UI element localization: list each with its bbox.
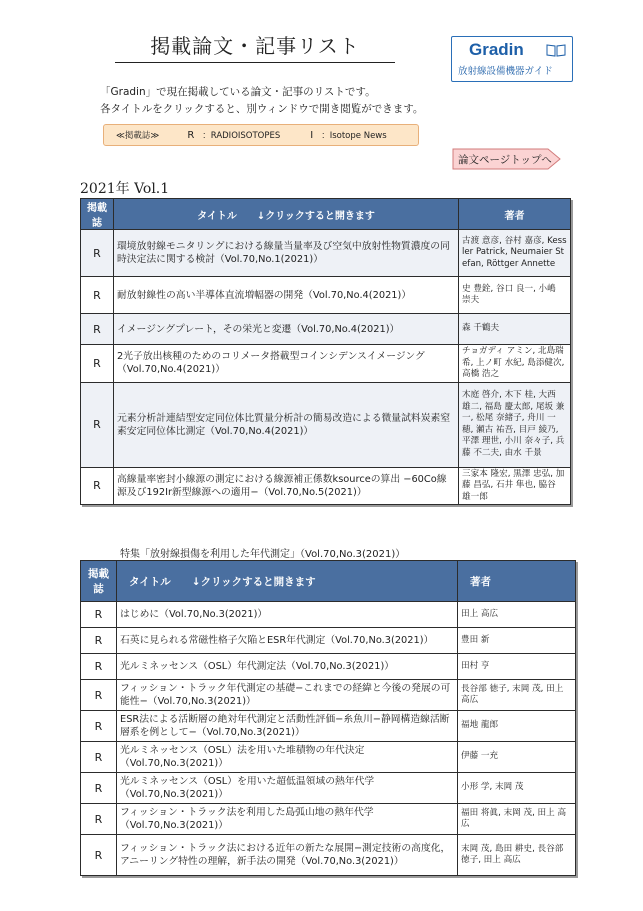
journal-cell: R [81, 654, 117, 680]
journal-cell: R [81, 773, 117, 804]
journal-cell: R [81, 602, 117, 628]
journal-cell: R [81, 345, 114, 383]
col-title: タイトル ↓クリックすると開きます [114, 199, 459, 230]
journal-cell: R [81, 835, 117, 876]
journal-cell: R [81, 742, 117, 773]
journal-cell: R [81, 382, 114, 467]
paper-title-link[interactable]: 石英に見られる常磁性格子欠陥とESR年代測定（Vol.70,No.3(2021)） [117, 628, 458, 654]
author-cell: 史 豊銓, 谷口 良一, 小嶋 崇夫 [459, 277, 571, 314]
journal-cell: R [81, 314, 114, 345]
table-row [81, 230, 571, 277]
table-row [81, 314, 571, 345]
table-row [81, 773, 576, 804]
col-author: 著者 [458, 561, 576, 602]
table-row [81, 654, 576, 680]
table-row [81, 680, 576, 711]
paper-title-link[interactable]: 光ルミネッセンス（OSL）法を用いた堆積物の年代決定（Vol.70,No.3(2021)） [117, 742, 458, 773]
paper-top-link-label: 論文ページトップへ [458, 154, 552, 166]
table-row [81, 467, 571, 505]
author-cell: 小形 学, 末岡 茂 [458, 773, 576, 804]
author-cell: 福田 将眞, 末岡 茂, 田上 高広 [458, 804, 576, 835]
special-issue-table [80, 560, 576, 876]
table-row [81, 742, 576, 773]
intro-line-1: 「Gradin」で現在掲載している論文・記事のリストです。 [100, 86, 376, 98]
paper-title-link[interactable]: 高線量率密封小線源の測定における線源補正係数ksourceの算出 −60Co線源及び192Ir新型線源への適用−（Vol.70,No.5(2021)） [114, 467, 459, 505]
book-icon [546, 43, 566, 57]
author-cell: 田上 高広 [458, 602, 576, 628]
col-journal: 掲載誌 [81, 199, 114, 230]
author-cell: チョガディ アミン, 北島瑞希, 上ノ町 水紀, 島添健次, 高橋 浩之 [459, 345, 571, 383]
paper-title-link[interactable]: ESR法による活断層の絶対年代測定と活動性評価−糸魚川−静岡構造線活断層系を例として−（Vol.70,No.3(2021)） [117, 711, 458, 742]
paper-top-link[interactable] [452, 148, 560, 170]
table-row [81, 711, 576, 742]
legend-r-key: R [187, 129, 195, 141]
papers-table-2021 [80, 198, 571, 505]
table-row [81, 382, 571, 467]
paper-title-link[interactable]: はじめに（Vol.70,No.3(2021)） [117, 602, 458, 628]
legend-i-value: ：Isotope News [321, 131, 387, 141]
author-cell: 伊藤 一充 [458, 742, 576, 773]
gradin-logo[interactable] [451, 36, 573, 82]
paper-title-link[interactable]: 元素分析計連結型安定同位体比質量分析計の簡易改造による微量試料炭素窒素安定同位体比測定（Vol.70,No.4(2021)） [114, 382, 459, 467]
author-cell: 木庭 啓介, 木下 桂, 大西 雄二, 福島 慶太郎, 尾坂 兼一, 松尾 奈緒子, 舟川 一穂, 瀬古 祐吾, 目戸 綾乃, 平澤 理世, 小川 奈々子, 兵藤 不二夫, 由水 千景 [459, 382, 571, 467]
logo-text: Gradin [469, 40, 524, 59]
col-journal: 掲載誌 [81, 561, 117, 602]
table-row [81, 602, 576, 628]
legend-label: ≪掲載誌≫ [116, 131, 160, 141]
journal-cell: R [81, 680, 117, 711]
author-cell: 末岡 茂, 島田 耕史, 長谷部 徳子, 田上 高広 [458, 835, 576, 876]
paper-title-link[interactable]: 光ルミネッセンス（OSL）を用いた超低温領域の熱年代学（Vol.70,No.3(2021)） [117, 773, 458, 804]
journal-cell: R [81, 804, 117, 835]
paper-title-link[interactable]: フィッション・トラック法における近年の新たな展開−測定技術の高度化，アニーリング特性の理解，新手法の開発（Vol.70,No.3(2021)） [117, 835, 458, 876]
paper-title-link[interactable]: 環境放射線モニタリングにおける線量当量率及び空気中放射性物質濃度の同時決定法に関する検討（Vol.70,No.1(2021)） [114, 230, 459, 277]
author-cell: 福地 龍郎 [458, 711, 576, 742]
author-cell: 田村 亨 [458, 654, 576, 680]
journal-cell: R [81, 467, 114, 505]
paper-title-link[interactable]: 光ルミネッセンス（OSL）年代測定法（Vol.70,No.3(2021)） [117, 654, 458, 680]
logo-subtitle: 放射線設備機器ガイド [458, 66, 553, 77]
col-author: 著者 [459, 199, 571, 230]
author-cell: 三家本 隆宏, 黒澤 忠弘, 加藤 昌弘, 石井 隼也, 脇谷 雄一郎 [459, 467, 571, 505]
paper-title-link[interactable]: 耐放射線性の高い半導体直流増幅器の開発（Vol.70,No.4(2021)） [114, 277, 459, 314]
page-title: 掲載論文・記事リスト [115, 30, 395, 63]
table-header [81, 561, 576, 602]
paper-title-link[interactable]: 2光子放出核種のためのコリメータ搭載型コインシデンスイメージング（Vol.70,No.4(2021)） [114, 345, 459, 383]
intro-line-2: 各タイトルをクリックすると、別ウィンドウで開き閲覧ができます。 [100, 103, 424, 115]
author-cell: 長谷部 徳子, 末岡 茂, 田上 高広 [458, 680, 576, 711]
col-title: タイトル ↓クリックすると開きます [117, 561, 458, 602]
paper-title-link[interactable]: フィッション・トラック年代測定の基礎−これまでの経緯と今後の発展の可能性−（Vol.70,No.3(2021)） [117, 680, 458, 711]
journal-legend [103, 124, 419, 146]
legend-i-key: I [310, 129, 314, 141]
table-row [81, 835, 576, 876]
section-heading-2021: 2021年 Vol.1 [80, 181, 170, 197]
special-issue-heading: 特集「放射線損傷を利用した年代測定」（Vol.70,No.3(2021)） [120, 549, 406, 560]
paper-title-link[interactable]: フィッション・トラック法を利用した島弧山地の熱年代学（Vol.70,No.3(2021)） [117, 804, 458, 835]
table-row [81, 345, 571, 383]
author-cell: 豊田 新 [458, 628, 576, 654]
intro-text [100, 84, 423, 118]
journal-cell: R [81, 711, 117, 742]
table-row [81, 804, 576, 835]
author-cell: 古渡 意彦, 谷村 嘉彦, Kessler Patrick, Neumaier Stefan, Röttger Annette [459, 230, 571, 277]
legend-r-value: ：RADIOISOTOPES [202, 131, 281, 141]
paper-title-link[interactable]: イメージングプレート，その栄光と変遷（Vol.70,No.4(2021)） [114, 314, 459, 345]
journal-cell: R [81, 628, 117, 654]
journal-cell: R [81, 277, 114, 314]
table-row [81, 277, 571, 314]
table-header [81, 199, 571, 230]
author-cell: 森 千鶴夫 [459, 314, 571, 345]
journal-cell: R [81, 230, 114, 277]
table-row [81, 628, 576, 654]
